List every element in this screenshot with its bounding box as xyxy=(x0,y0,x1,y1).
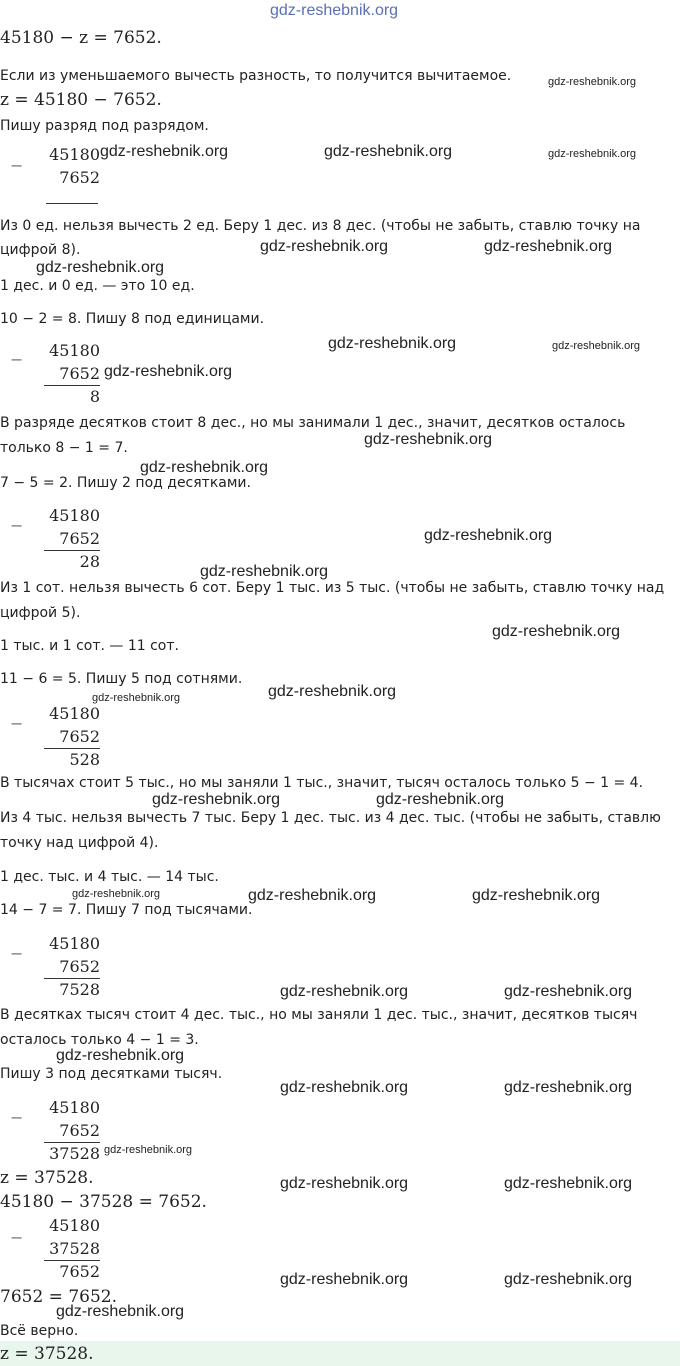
watermark-link[interactable]: gdz-reshebnik.org xyxy=(364,431,493,448)
watermark-link[interactable]: gdz-reshebnik.org xyxy=(324,143,453,160)
watermark-link[interactable]: gdz-reshebnik.org xyxy=(100,143,229,160)
column-subtrahend: 7652 xyxy=(59,529,100,548)
explanation-text: В разряде десятков стоит 8 дес., но мы занимали 1 дес., значит, десятков осталось xyxy=(0,415,626,431)
minus-sign: − xyxy=(10,156,24,175)
explanation-text: 1 тыс. и 1 сот. — 11 сот. xyxy=(0,638,179,654)
column-subtrahend: 7652 xyxy=(59,727,100,746)
column-minuend: 45180 xyxy=(49,704,100,723)
watermark-link[interactable]: gdz-reshebnik.org xyxy=(280,983,409,1000)
column-result: 7652 xyxy=(59,1262,100,1281)
watermark-link[interactable]: gdz-reshebnik.org xyxy=(200,563,329,580)
watermark-link[interactable]: gdz-reshebnik.org xyxy=(472,887,601,904)
check-result: 7652 = 7652. xyxy=(0,1287,117,1307)
check-equation: 45180 − 37528 = 7652. xyxy=(0,1192,207,1212)
column-minuend: 45180 xyxy=(49,145,100,164)
explanation-text: 1 дес. тыс. и 4 тыс. — 14 тыс. xyxy=(0,869,219,885)
column-line xyxy=(46,203,98,204)
column-result: 37528 xyxy=(49,1144,100,1163)
check-text: Всё верно. xyxy=(0,1323,79,1339)
watermark-link[interactable]: gdz-reshebnik.org xyxy=(56,1047,185,1064)
watermark-link[interactable]: gdz-reshebnik.org xyxy=(72,888,161,900)
column-minuend: 45180 xyxy=(49,1216,100,1235)
column-minuend: 45180 xyxy=(49,341,100,360)
column-result: 28 xyxy=(79,552,100,571)
explanation-text: 1 дес. и 0 ед. — это 10 ед. xyxy=(0,278,195,294)
equation-line: 45180 − z = 7652. xyxy=(0,28,162,48)
watermark-link[interactable]: gdz-reshebnik.org xyxy=(552,340,641,352)
explanation-text: Пишу 3 под десятками тысяч. xyxy=(0,1066,223,1082)
watermark-link[interactable]: gdz-reshebnik.org xyxy=(280,1079,409,1096)
watermark-link[interactable]: gdz-reshebnik.org xyxy=(492,623,621,640)
watermark-link[interactable]: gdz-reshebnik.org xyxy=(140,459,269,476)
minus-sign: − xyxy=(10,350,24,369)
answer-text: z = 37528. xyxy=(0,1344,94,1364)
explanation-text: цифрой 5). xyxy=(0,605,81,621)
watermark-link[interactable]: gdz-reshebnik.org xyxy=(260,238,389,255)
watermark-link[interactable]: gdz-reshebnik.org xyxy=(424,527,553,544)
column-subtrahend: 7652 xyxy=(59,168,100,187)
minus-sign: − xyxy=(10,1228,24,1247)
watermark-link[interactable]: gdz-reshebnik.org xyxy=(248,887,377,904)
explanation-text: 11 − 6 = 5. Пишу 5 под сотнями. xyxy=(0,671,243,687)
watermark-link[interactable]: gdz-reshebnik.org xyxy=(504,1271,633,1288)
explanation-text: Из 0 ед. нельзя вычесть 2 ед. Беру 1 дес. из 8 дес. (чтобы не забыть, ставлю точку на xyxy=(0,218,641,234)
watermark-link[interactable]: gdz-reshebnik.org xyxy=(280,1175,409,1192)
column-minuend: 45180 xyxy=(49,1098,100,1117)
watermark-link[interactable]: gdz-reshebnik.org xyxy=(104,363,233,380)
explanation-text: 7 − 5 = 2. Пишу 2 под десятками. xyxy=(0,475,251,491)
explanation-text: 14 − 7 = 7. Пишу 7 под тысячами. xyxy=(0,902,253,918)
column-result: 528 xyxy=(69,750,100,769)
explanation-text: В тысячах стоит 5 тыс., но мы заняли 1 тыс., значит, тысяч осталось только 5 − 1 = 4. xyxy=(0,775,644,791)
minus-sign: − xyxy=(10,516,24,535)
column-subtrahend: 37528 xyxy=(49,1239,100,1258)
watermark-link[interactable]: gdz-reshebnik.org xyxy=(328,335,457,352)
top-watermark[interactable]: gdz-reshebnik.org xyxy=(270,2,399,19)
column-result: 7528 xyxy=(59,980,100,999)
watermark-link[interactable]: gdz-reshebnik.org xyxy=(484,238,613,255)
explanation-text: Из 4 тыс. нельзя вычесть 7 тыс. Беру 1 дес. тыс. из 4 дес. тыс. (чтобы не забыть, ставлю xyxy=(0,810,661,826)
equation-line: z = 37528. xyxy=(0,1168,94,1188)
watermark-link[interactable]: gdz-reshebnik.org xyxy=(376,791,505,808)
explanation-text: 10 − 2 = 8. Пишу 8 под единицами. xyxy=(0,311,265,327)
watermark-link[interactable]: gdz-reshebnik.org xyxy=(152,791,281,808)
explanation-text: Из 1 сот. нельзя вычесть 6 сот. Беру 1 тыс. из 5 тыс. (чтобы не забыть, ставлю точку над xyxy=(0,580,665,596)
column-result: 8 xyxy=(89,387,100,406)
equation-line: z = 45180 − 7652. xyxy=(0,90,162,110)
watermark-link[interactable]: gdz-reshebnik.org xyxy=(548,148,637,160)
explanation-text: цифрой 8). xyxy=(0,242,81,258)
minus-sign: − xyxy=(10,1108,24,1127)
explanation-text: В десятках тысяч стоит 4 дес. тыс., но мы заняли 1 дес. тыс., значит, десятков тысяч xyxy=(0,1007,638,1023)
explanation-text: точку над цифрой 4). xyxy=(0,835,159,851)
watermark-link[interactable]: gdz-reshebnik.org xyxy=(504,1079,633,1096)
minus-sign: − xyxy=(10,944,24,963)
rule-text: Если из уменьшаемого вычесть разность, то получится вычитаемое. xyxy=(0,68,512,84)
column-subtrahend: 7652 xyxy=(59,957,100,976)
watermark-link[interactable]: gdz-reshebnik.org xyxy=(280,1271,409,1288)
watermark-link[interactable]: gdz-reshebnik.org xyxy=(548,76,637,88)
explanation-text: только 8 − 1 = 7. xyxy=(0,440,128,456)
watermark-link[interactable]: gdz-reshebnik.org xyxy=(56,1303,185,1320)
instruction-text: Пишу разряд под разрядом. xyxy=(0,118,209,134)
column-subtrahend: 7652 xyxy=(59,1121,100,1140)
column-subtrahend: 7652 xyxy=(59,364,100,383)
explanation-text: осталось только 4 − 1 = 3. xyxy=(0,1032,199,1048)
answer-box xyxy=(0,1341,680,1366)
watermark-link[interactable]: gdz-reshebnik.org xyxy=(504,1175,633,1192)
minus-sign: − xyxy=(10,714,24,733)
watermark-link[interactable]: gdz-reshebnik.org xyxy=(504,983,633,1000)
watermark-link[interactable]: gdz-reshebnik.org xyxy=(36,259,165,276)
watermark-link[interactable]: gdz-reshebnik.org xyxy=(268,683,397,700)
watermark-link[interactable]: gdz-reshebnik.org xyxy=(92,692,181,704)
watermark-link[interactable]: gdz-reshebnik.org xyxy=(104,1144,193,1156)
column-minuend: 45180 xyxy=(49,934,100,953)
column-minuend: 45180 xyxy=(49,506,100,525)
